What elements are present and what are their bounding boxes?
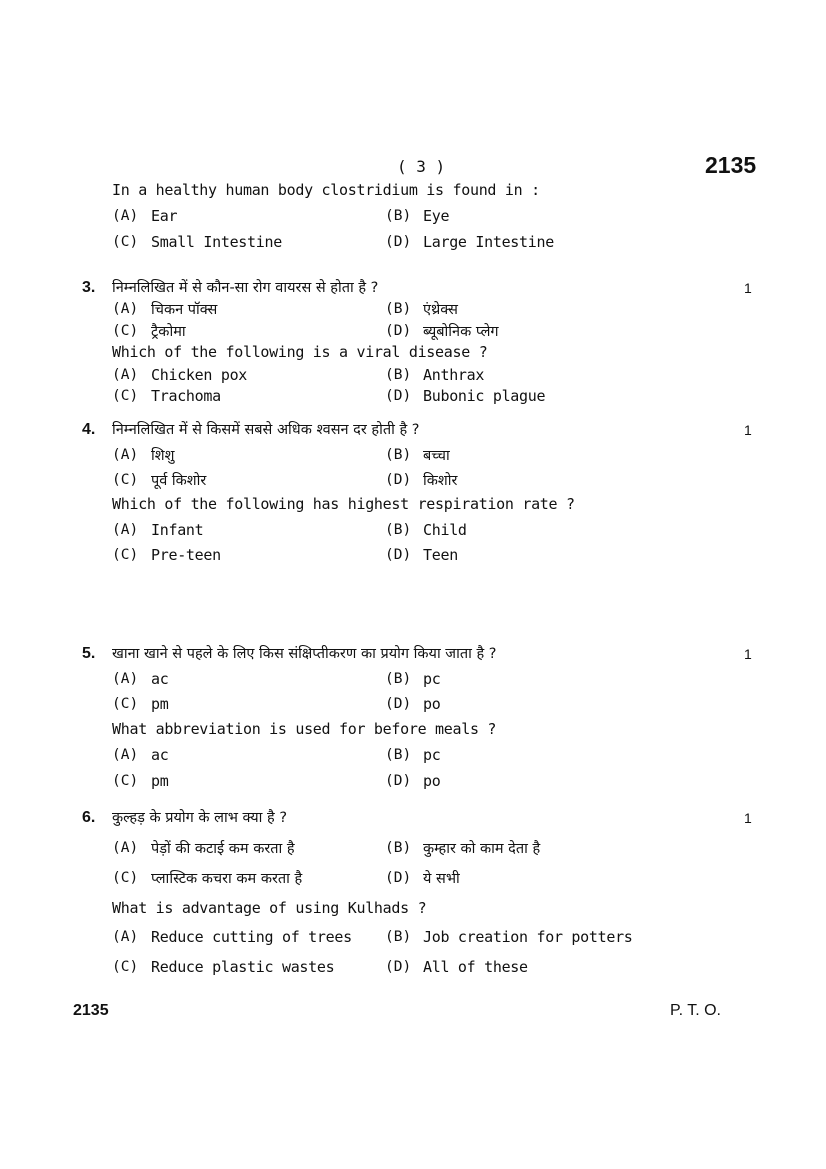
- q4-en-option-a-label: (A): [112, 522, 139, 538]
- q5-hi-option-a: ac: [151, 670, 169, 688]
- q3-en-option-d-label: (D): [385, 388, 412, 404]
- pto-label: P. T. O.: [670, 1002, 721, 1019]
- q4-hindi-text: निम्नलिखित में से किसमें सबसे अधिक श्वसन दर होती है ?: [112, 422, 420, 438]
- page-number: ( 3 ): [397, 157, 446, 176]
- q3-hi-option-b: एंथ्रेक्स: [423, 302, 458, 318]
- paper-code-bottom: 2135: [73, 1002, 109, 1019]
- q4-en-option-a: Infant: [151, 521, 204, 539]
- q2-en-option-d: Large Intestine: [423, 233, 554, 251]
- q4-marks: 1: [744, 422, 752, 438]
- q6-en-option-a: Reduce cutting of trees: [151, 928, 352, 946]
- q3-hi-option-d-label: (D): [385, 323, 412, 339]
- q5-en-option-c-label: (C): [112, 773, 139, 789]
- q2-en-option-d-label: (D): [385, 234, 412, 250]
- q5-en-option-b-label: (B): [385, 747, 412, 763]
- q3-hi-option-b-label: (B): [385, 301, 412, 317]
- q5-hi-option-d: po: [423, 695, 441, 713]
- q6-en-option-d-label: (D): [385, 959, 412, 975]
- q4-hi-option-b: बच्चा: [423, 448, 450, 464]
- q5-en-option-d: po: [423, 772, 441, 790]
- q4-en-option-d: Teen: [423, 546, 458, 564]
- q6-hi-option-a-label: (A): [112, 840, 139, 856]
- q4-hi-option-c: पूर्व किशोर: [151, 473, 207, 489]
- q6-english-text: What is advantage of using Kulhads ?: [112, 899, 427, 917]
- q5-en-option-a: ac: [151, 746, 169, 764]
- q5-marks: 1: [744, 646, 752, 662]
- q3-en-option-a-label: (A): [112, 367, 139, 383]
- q5-en-option-d-label: (D): [385, 773, 412, 789]
- q6-hindi-text: कुल्हड़ के प्रयोग के लाभ क्या है ?: [112, 810, 288, 826]
- q4-en-option-d-label: (D): [385, 547, 412, 563]
- q3-en-option-d: Bubonic plague: [423, 387, 546, 405]
- q4-en-option-c-label: (C): [112, 547, 139, 563]
- q6-en-option-c: Reduce plastic wastes: [151, 958, 335, 976]
- q2-english-text: In a healthy human body clostridium is found in :: [112, 181, 540, 199]
- q3-en-option-c: Trachoma: [151, 387, 221, 405]
- q6-hi-option-d-label: (D): [385, 870, 412, 886]
- q4-hi-option-a: शिशु: [151, 448, 175, 464]
- q6-hi-option-c: प्लास्टिक कचरा कम करता है: [151, 871, 303, 887]
- q4-hi-option-a-label: (A): [112, 447, 139, 463]
- q6-hi-option-b-label: (B): [385, 840, 412, 856]
- q4-hi-option-b-label: (B): [385, 447, 412, 463]
- q4-en-option-c: Pre-teen: [151, 546, 221, 564]
- q3-number: 3.: [82, 279, 96, 296]
- q5-hi-option-b: pc: [423, 670, 441, 688]
- q5-en-option-a-label: (A): [112, 747, 139, 763]
- q6-hi-option-a: पेड़ों की कटाई कम करता है: [151, 841, 295, 857]
- q4-hi-option-d-label: (D): [385, 472, 412, 488]
- q4-en-option-b: Child: [423, 521, 467, 539]
- q6-hi-option-d: ये सभी: [423, 871, 460, 887]
- q5-hi-option-d-label: (D): [385, 696, 412, 712]
- q4-hi-option-d: किशोर: [423, 473, 458, 489]
- q5-number: 5.: [82, 645, 96, 662]
- q4-en-option-b-label: (B): [385, 522, 412, 538]
- q5-hi-option-b-label: (B): [385, 671, 412, 687]
- q6-en-option-c-label: (C): [112, 959, 139, 975]
- paper-code-top: 2135: [705, 152, 757, 178]
- q2-en-option-a: Ear: [151, 207, 178, 225]
- q5-en-option-b: pc: [423, 746, 441, 764]
- q3-en-option-b: Anthrax: [423, 366, 485, 384]
- q3-marks: 1: [744, 280, 752, 296]
- q6-hi-option-c-label: (C): [112, 870, 139, 886]
- q3-hi-option-d: ब्यूबोनिक प्लेग: [423, 324, 499, 340]
- q5-hi-option-c-label: (C): [112, 696, 139, 712]
- q3-hi-option-c-label: (C): [112, 323, 139, 339]
- q3-en-option-b-label: (B): [385, 367, 412, 383]
- q6-hi-option-b: कुम्हार को काम देता है: [423, 841, 541, 857]
- q5-hi-option-c: pm: [151, 695, 169, 713]
- q2-en-option-b: Eye: [423, 207, 450, 225]
- q4-english-text: Which of the following has highest respiration rate ?: [112, 495, 575, 513]
- q3-hindi-text: निम्नलिखित में से कौन-सा रोग वायरस से होता है ?: [112, 280, 379, 296]
- q6-en-option-b: Job creation for potters: [423, 928, 633, 946]
- q5-english-text: What abbreviation is used for before meals ?: [112, 720, 497, 738]
- q2-en-option-b-label: (B): [385, 208, 412, 224]
- q6-en-option-a-label: (A): [112, 929, 139, 945]
- q3-english-text: Which of the following is a viral disease ?: [112, 343, 488, 361]
- q5-en-option-c: pm: [151, 772, 169, 790]
- q3-hi-option-c: ट्रैकोमा: [151, 324, 186, 340]
- q6-en-option-b-label: (B): [385, 929, 412, 945]
- q3-hi-option-a-label: (A): [112, 301, 139, 317]
- q2-en-option-c-label: (C): [112, 234, 139, 250]
- q6-number: 6.: [82, 809, 96, 826]
- q3-en-option-c-label: (C): [112, 388, 139, 404]
- q2-en-option-c: Small Intestine: [151, 233, 282, 251]
- q6-marks: 1: [744, 810, 752, 826]
- q4-hi-option-c-label: (C): [112, 472, 139, 488]
- q3-hi-option-a: चिकन पॉक्स: [151, 302, 218, 318]
- q5-hindi-text: खाना खाने से पहले के लिए किस संक्षिप्तीकरण का प्रयोग किया जाता है ?: [112, 646, 497, 662]
- q2-en-option-a-label: (A): [112, 208, 139, 224]
- q3-en-option-a: Chicken pox: [151, 366, 248, 384]
- q5-hi-option-a-label: (A): [112, 671, 139, 687]
- q4-number: 4.: [82, 421, 96, 438]
- q6-en-option-d: All of these: [423, 958, 528, 976]
